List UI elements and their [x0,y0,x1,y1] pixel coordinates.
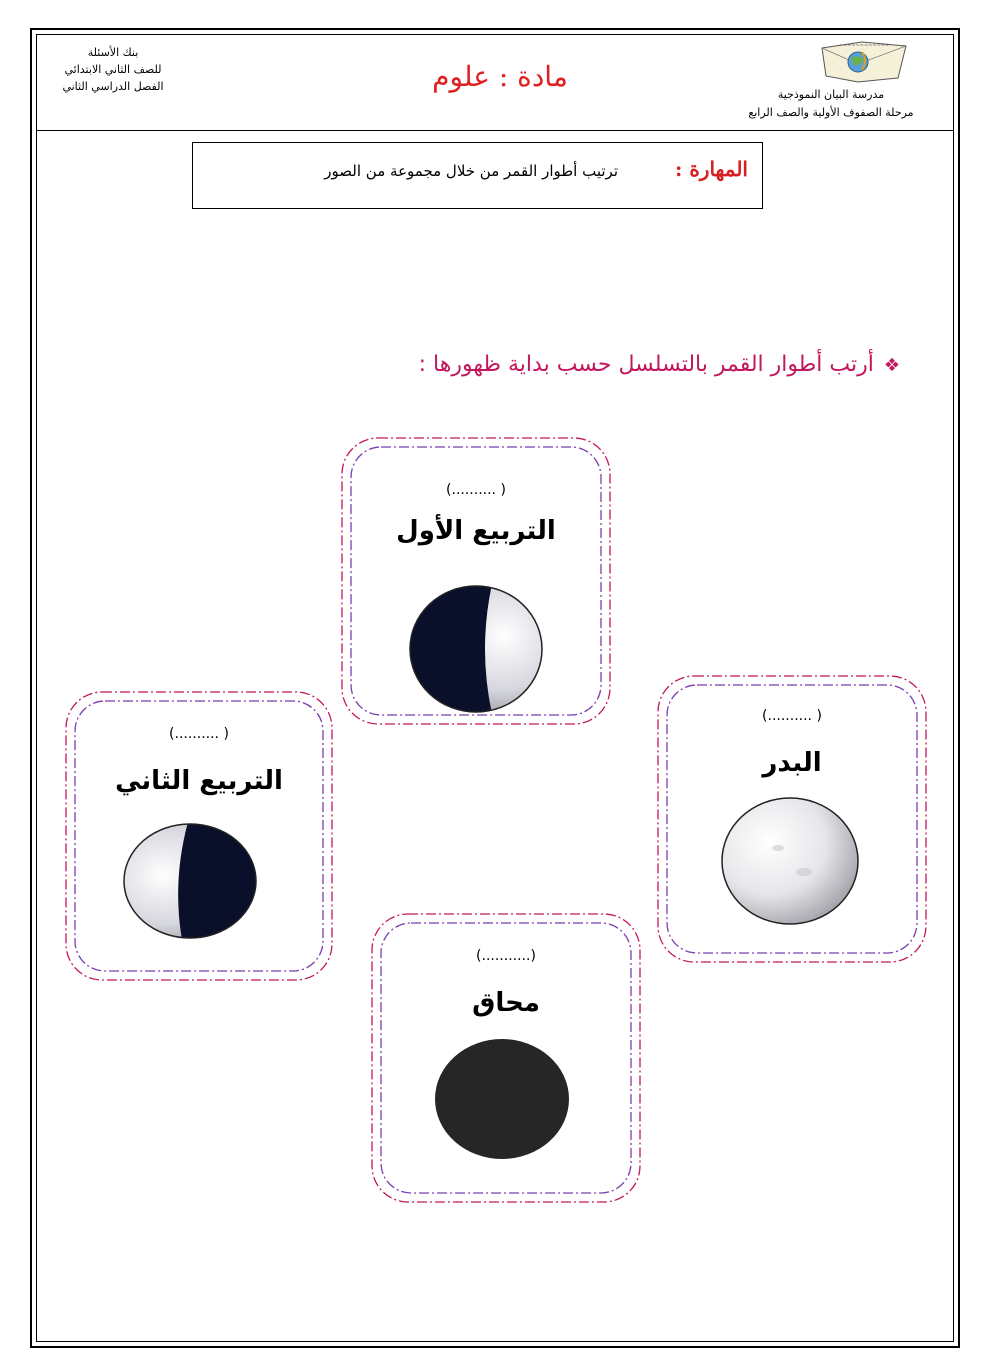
instruction [419,352,900,377]
card-new-moon [370,912,642,1204]
phase-name: محاق [472,988,540,1018]
question-bank-line: بنك الأسئلة [87,46,139,59]
school-name: مدرسة البيان النموذجية [777,88,885,101]
phase-name: البدر [762,748,822,778]
third-quarter-moon-icon [122,822,258,940]
phase-name: التربيع الثاني [115,766,283,796]
order-blank[interactable]: ( ..........) [169,726,229,742]
first-quarter-moon-icon [408,584,544,714]
subject-title: مادة : علوم [432,60,568,93]
card-full-moon [656,674,928,964]
phase-name: التربيع الأول [396,516,556,546]
grade-line: للصف الثاني الابتدائي [64,63,162,76]
skill-text: ترتيب أطوار القمر من خلال مجموعة من الصور [324,162,618,180]
card-first-quarter [340,436,612,726]
header-divider [36,130,954,131]
order-blank[interactable]: ( ..........) [446,482,506,498]
card-third-quarter [64,690,334,982]
diamond-bullet-icon: ❖ [883,355,900,376]
semester-line: الفصل الدراسي الثاني [62,80,164,93]
school-logo [818,38,910,86]
school-stage: مرحلة الصفوف الأولية والصف الرابع [748,106,914,119]
instruction-text: أرتب أطوار القمر بالتسلسل حسب بداية ظهورها : [418,352,874,377]
svg-text:~~~~~~~~~~~~: ~~~~~~~~~~~~ [838,43,890,49]
skill-label: المهارة : [674,157,748,181]
full-moon-icon [720,796,860,926]
order-blank[interactable]: (...........) [476,948,536,964]
header-right-info [716,86,946,122]
new-moon-icon [434,1038,570,1160]
order-blank[interactable]: ( ..........) [762,708,822,724]
header-left-info [48,44,178,95]
skill-box [192,142,763,209]
